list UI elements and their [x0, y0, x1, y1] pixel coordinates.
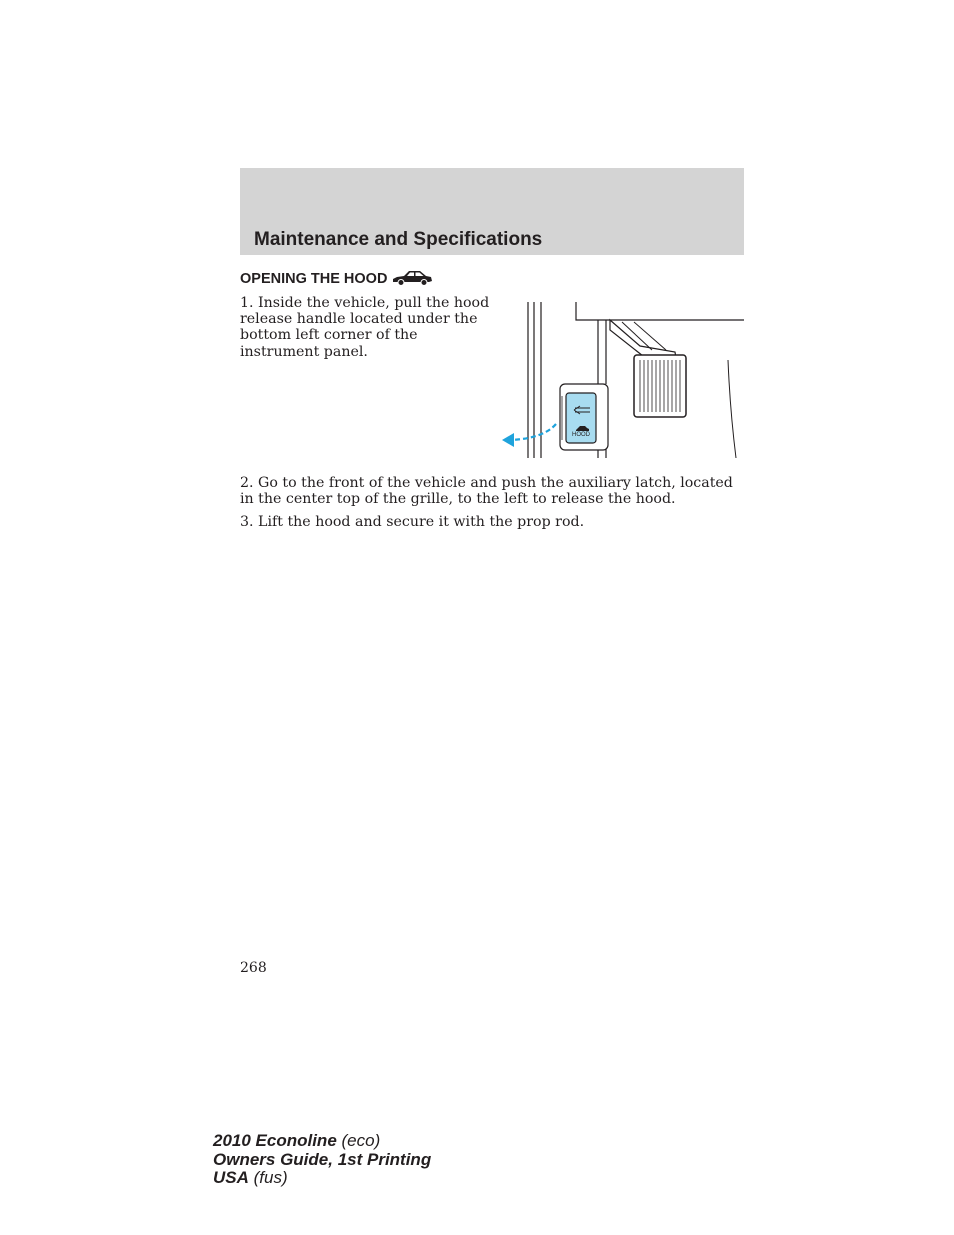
footer-edition: Owners Guide, 1st Printing — [213, 1149, 432, 1169]
footer-model: 2010 Econoline — [213, 1131, 337, 1150]
footer-market-code: (fus) — [253, 1168, 288, 1187]
footer-line-1 — [213, 1132, 431, 1151]
footer-model-code: (eco) — [341, 1131, 381, 1150]
sub-heading — [240, 270, 433, 288]
footer-line-3 — [213, 1169, 431, 1188]
hood-release-illustration — [500, 300, 744, 460]
footer-line-2 — [213, 1151, 431, 1170]
footer-market: USA — [213, 1168, 249, 1187]
step-1: 1. Inside the vehicle, pull the hood release handle located under the bottom left corner of the instrument panel. — [240, 295, 490, 360]
car-icon — [391, 268, 433, 290]
step-3: 3. Lift the hood and secure it with the prop rod. — [240, 514, 585, 530]
sub-heading-text: OPENING THE HOOD — [240, 271, 388, 287]
hood-handle-label: HOOD — [572, 432, 590, 438]
page-number: 268 — [240, 960, 267, 976]
step-2: 2. Go to the front of the vehicle and push the auxiliary latch, located in the center top of the grille, to the left to release the hood. — [240, 475, 733, 508]
section-title: Maintenance and Specifications — [254, 229, 543, 250]
footer — [213, 1132, 431, 1188]
